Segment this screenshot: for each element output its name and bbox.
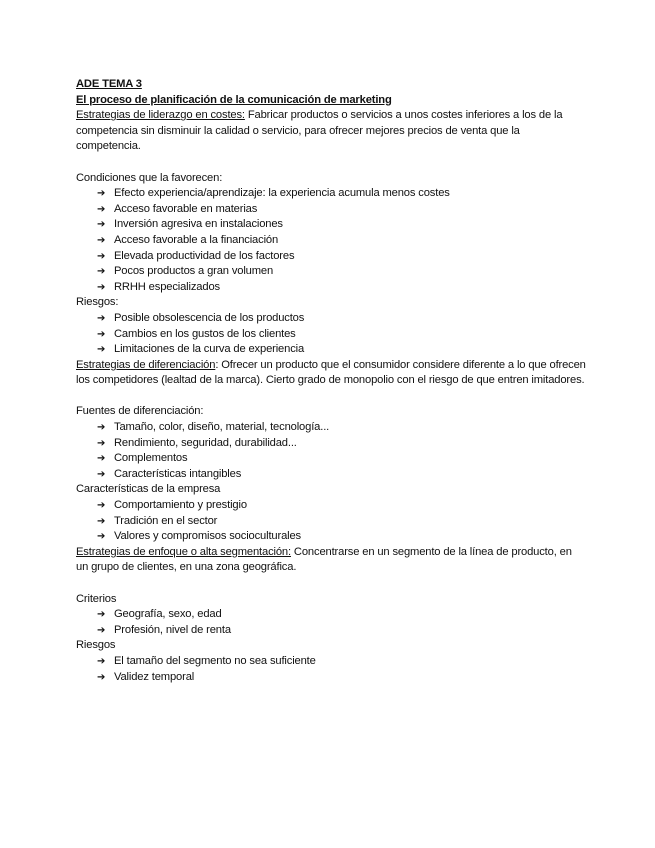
liderazgo-text: Fabricar productos o servicios a unos costes inferiores a los de la competencia sin disminuir la calidad o servicio, para ofrecer mejores precios de venta que la competencia. [76,109,563,153]
list-item [76,607,586,623]
arrow-bullet-icon: ➔ [97,515,106,527]
enfoque-riesgos-label: Riesgos [76,639,116,652]
enfoque-riesgos-list [76,654,586,685]
enfoque-text: Concentrarse en un segmento de la línea de producto, en un grupo de clientes, en una zona geográfica. [76,545,572,574]
arrow-bullet-icon: ➔ [97,500,106,512]
list-item [76,436,586,452]
enfoque-term: Estrategias de enfoque o alta segmentación: [76,545,291,558]
arrow-bullet-icon: ➔ [97,266,106,278]
list-item-text: Pocos productos a gran volumen [114,265,274,278]
list-item [76,467,586,483]
list-item [76,623,586,639]
list-item [76,420,586,436]
condiciones-label: Condiciones que la favorecen: [76,171,223,184]
list-item-text: Inversión agresiva en instalaciones [114,218,283,231]
arrow-bullet-icon: ➔ [97,250,106,262]
list-item-text: Tradición en el sector [114,514,218,527]
list-item [76,280,586,296]
list-item-text: Geografía, sexo, edad [114,608,222,621]
list-item-text: Características intangibles [114,467,242,480]
list-item [76,529,586,545]
list-item [76,654,586,670]
arrow-bullet-icon: ➔ [97,624,106,636]
list-item-text: Comportamiento y prestigio [114,499,247,512]
list-item [76,451,586,467]
list-item-text: RRHH especializados [114,280,220,293]
list-item [76,327,586,343]
list-item-text: Cambios en los gustos de los clientes [114,327,296,340]
diferenciacion-paragraph [76,358,586,389]
list-item-text: Efecto experiencia/aprendizaje: la experiencia acumula menos costes [114,187,450,200]
list-item [76,186,586,202]
diferenciacion-text: : Ofrecer un producto que el consumidor considere diferente a lo que ofrecen los competidores (lealtad de la marca). Cierto grado de monopolio con el riesgo de que entren imitadores. [76,358,586,387]
document-page [76,77,586,685]
fuentes-list [76,420,586,482]
list-item-text: Profesión, nivel de renta [114,623,231,636]
list-item-text: Complementos [114,452,188,465]
list-item [76,342,586,358]
document-title: ADE TEMA 3 [76,78,142,90]
list-item [76,202,586,218]
spacer [76,389,586,405]
list-item [76,498,586,514]
list-item-text: El tamaño del segmento no sea suficiente [114,654,316,667]
list-item [76,217,586,233]
liderazgo-term: Estrategias de liderazgo en costes: [76,109,245,122]
arrow-bullet-icon: ➔ [97,468,106,480]
liderazgo-paragraph [76,108,586,155]
criterios-list [76,607,586,638]
condiciones-list [76,186,586,295]
spacer [76,576,586,592]
list-item-text: Elevada productividad de los factores [114,249,295,262]
list-item [76,264,586,280]
arrow-bullet-icon: ➔ [97,219,106,231]
list-item-text: Acceso favorable en materias [114,202,258,215]
criterios-label: Criterios [76,592,117,605]
list-item-text: Posible obsolescencia de los productos [114,311,305,324]
arrow-bullet-icon: ➔ [97,203,106,215]
arrow-bullet-icon: ➔ [97,234,106,246]
list-item-text: Valores y compromisos socioculturales [114,530,301,543]
list-item [76,311,586,327]
arrow-bullet-icon: ➔ [97,281,106,293]
list-item [76,233,586,249]
arrow-bullet-icon: ➔ [97,453,106,465]
enfoque-paragraph [76,545,586,576]
riesgos-label: Riesgos: [76,296,119,309]
diferenciacion-term: Estrategias de diferenciación [76,358,216,371]
caracteristicas-label: Características de la empresa [76,483,221,496]
arrow-bullet-icon: ➔ [97,609,106,621]
list-item-text: Limitaciones de la curva de experiencia [114,343,305,356]
arrow-bullet-icon: ➔ [97,344,106,356]
list-item [76,249,586,265]
list-item [76,670,586,686]
arrow-bullet-icon: ➔ [97,671,106,683]
arrow-bullet-icon: ➔ [97,188,106,200]
fuentes-label: Fuentes de diferenciación: [76,405,204,418]
list-item-text: Rendimiento, seguridad, durabilidad... [114,436,297,449]
arrow-bullet-icon: ➔ [97,531,106,543]
document-subtitle: El proceso de planificación de la comunicación de marketing [76,93,392,106]
arrow-bullet-icon: ➔ [97,422,106,434]
list-item-text: Tamaño, color, diseño, material, tecnología... [114,421,330,434]
list-item-text: Acceso favorable a la financiación [114,233,279,246]
arrow-bullet-icon: ➔ [97,312,106,324]
caracteristicas-list [76,498,586,545]
list-item [76,514,586,530]
riesgos-list [76,311,586,358]
arrow-bullet-icon: ➔ [97,437,106,449]
arrow-bullet-icon: ➔ [97,328,106,340]
list-item-text: Validez temporal [114,670,195,683]
spacer [76,155,586,171]
arrow-bullet-icon: ➔ [97,655,106,667]
